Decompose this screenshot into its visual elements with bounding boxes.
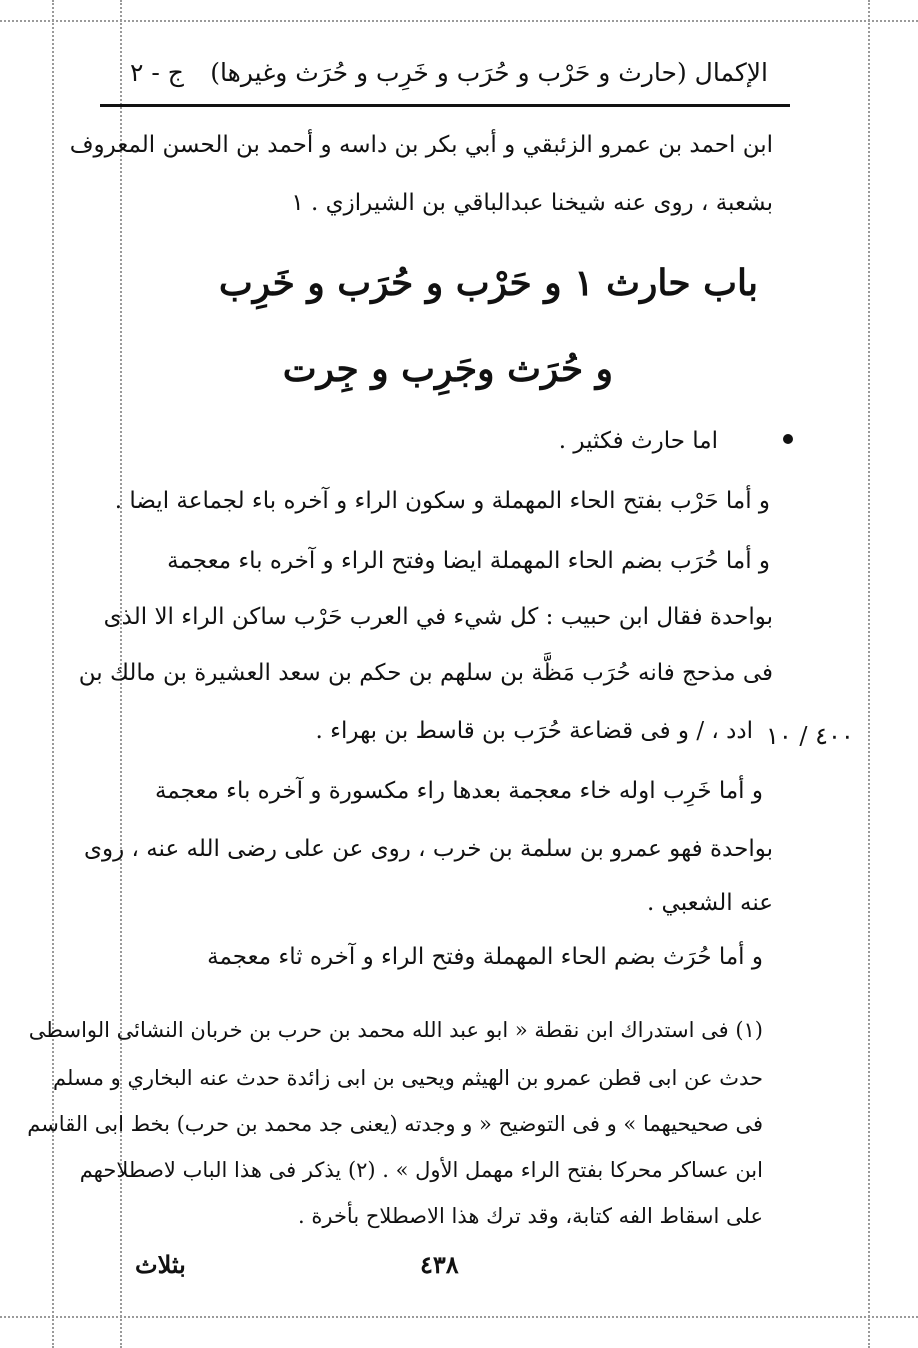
paragraph-line: بواحدة فقال ابن حبيب : كل شيء في العرب حَرْب ساكن الراء الا الذى	[103, 604, 773, 630]
body-line-1: ابن احمد بن عمرو الزئبقي و أبي بكر بن داسه و أحمد بن الحسن المعروف	[69, 132, 773, 158]
margin-reference: ٤٠٠ / ١٠	[766, 722, 854, 750]
header-rule	[100, 104, 790, 107]
paragraph-line: و أما حَرْب بفتح الحاء المهملة و سكون الراء و آخره باء لجماعة ايضا .	[114, 488, 770, 514]
body-line-2: بشعبة ، روى عنه شيخنا عبدالباقي بن الشيرازي . ١	[291, 190, 773, 216]
footnote-line: فى صحيحيهما » و فى التوضيح « و وجدته (يعنى جد محمد بن حرب) بخط ابى القاسم	[27, 1112, 763, 1136]
page-number: ٤٣٨	[420, 1250, 459, 1279]
running-header-title: الإكمال (حارث و حَرْب و حُرَب و خَرِب و حُرَث وغيرها)	[210, 58, 768, 87]
paragraph-line: اما حارث فكثير .	[558, 428, 718, 454]
running-header-volume: ج - ٢	[130, 58, 184, 87]
dotted-guide-bottom	[0, 1316, 918, 1318]
dotted-guide-right	[868, 0, 870, 1348]
paragraph-line: و أما حُرَب بضم الحاء المهملة ايضا وفتح الراء و آخره باء معجمة	[167, 548, 770, 574]
paragraph-line: بواحدة فهو عمرو بن سلمة بن خرب ، روى عن على رضى الله عنه ، روى	[83, 836, 773, 862]
footnote-line: حدث عن ابى قطن عمرو بن الهيثم ويحيى بن ابى زائدة حدث عنه البخاري و مسلم	[53, 1066, 763, 1090]
dotted-guide-left	[52, 0, 54, 1348]
paragraph-line: و أما خَرِب اوله خاء معجمة بعدها راء مكسورة و آخره باء معجمة	[154, 778, 763, 804]
footnote-line: ابن عساكر محركا بفتح الراء مهمل الأول » . (٢) يذكر فى هذا الباب لاصطلاحهم	[79, 1158, 763, 1182]
dotted-guide-top	[0, 20, 918, 22]
paragraph-line: فى مذحج فانه حُرَب مَظَّة بن سلهم بن حكم بن سعد العشيرة بن مالك بن	[78, 660, 773, 686]
section-title-line-2: و حُرَث وجَرِب و جِرت	[282, 348, 613, 390]
paragraph-line: عنه الشعبي .	[646, 890, 773, 916]
footnote-line: على اسقاط الفه كتابة، وقد ترك هذا الاصطلاح بأخرة .	[298, 1204, 763, 1228]
bullet-marker	[783, 434, 793, 444]
catchword: بثلاث	[135, 1250, 186, 1279]
paragraph-line: و أما حُرَث بضم الحاء المهملة وفتح الراء و آخره ثاء معجمة	[207, 944, 763, 970]
paragraph-line: ادد ، / و فى قضاعة حُرَب بن قاسط بن بهراء .	[315, 718, 753, 744]
footnote-line: (١) فى استدراك ابن نقطة « ابو عبد الله محمد بن حرب بن خربان النشائى الواسطى	[28, 1018, 763, 1042]
section-title-line-1: باب حارث ١ و حَرْب و حُرَب و خَرِب	[218, 262, 758, 304]
